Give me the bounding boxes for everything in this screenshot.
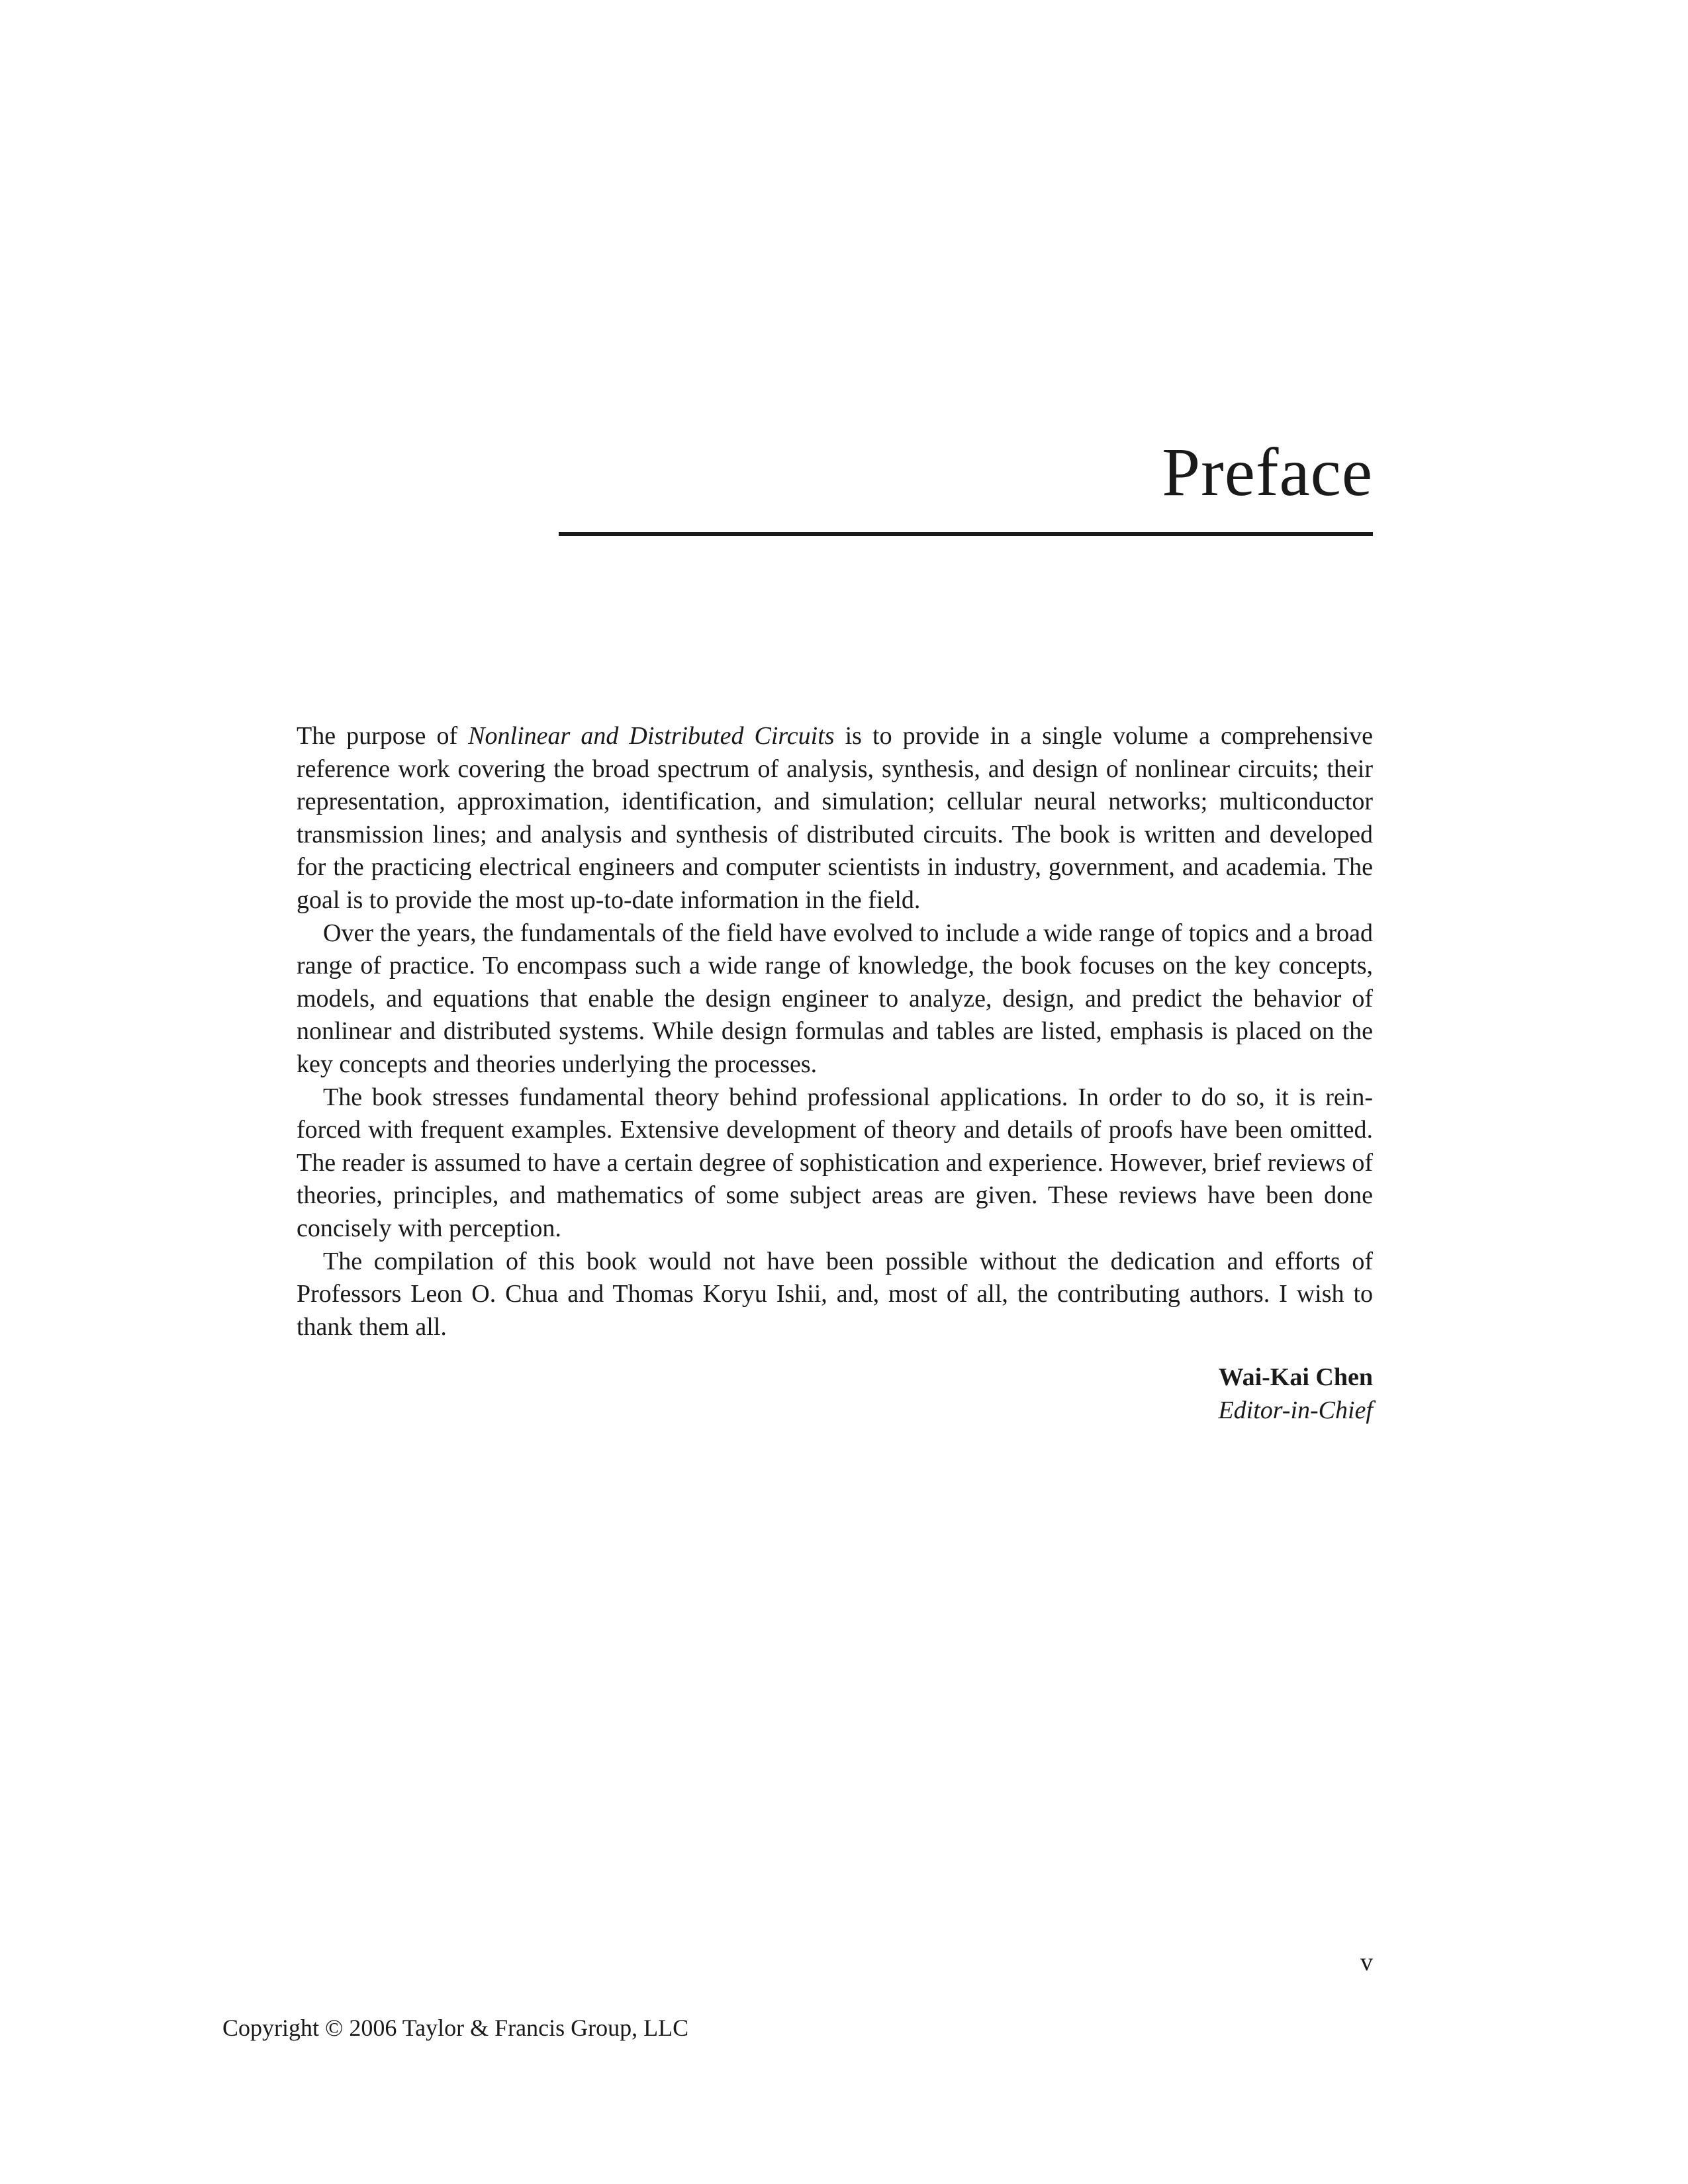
author-role: Editor-in-Chief [1218,1396,1373,1424]
paragraph-2: Over the years, the fundamentals of the field have evolved to include a wide range of topics and a broad range of practice. To encompass such a wide range of knowledge, the book focuses on the key concepts, models, and equations that enable the design engineer to analyze, design, and predict the behavior of nonlinear and distributed systems. While design formulas and tables are listed, emphasis is placed on the key concepts and theories underlying the processes. [297,919,1373,1078]
book-title: Nonlinear and Distributed Circuits [468,722,835,750]
paragraph-3: The book stresses fundamental theory behind professional applications. In order to do so, it is rein-forced with frequent examples. Extensive development of theory and details of proofs have been omitted. The reader is assumed to have a certain degree of sophistication and experience. However, brief reviews of theories, principles, and mathematics of some subject areas are given. These reviews have been done concisely with perception. [297,1083,1373,1242]
author-name: Wai-Kai Chen [1218,1363,1373,1391]
paragraph-4: The compilation of this book would not have been possible without the dedication and efforts of Professors Leon O. Chua and Thomas Koryu Ishii, and, most of all, the contributing authors. I wish to thank them all. [297,1247,1373,1341]
paragraph-1 [297,720,1373,917]
paragraph-1-rest: is to provide in a single volume a comprehensive reference work covering the broad spectrum of analysis, synthesis, and design of nonlinear circuits; their representation, approximation, identification, and simulation; cellular neural networks; multiconductor transmission lines; and analysis and synthesis of distributed circuits. The book is written and developed for the practicing electrical engineers and computer scientists in industry, government, and academia. The goal is to provide the most up-to-date information in the field. [297,722,1373,914]
page-number: v [1360,1948,1373,1976]
title-underline [559,532,1373,536]
signature-block [1218,1361,1373,1427]
preface-body [297,720,1373,1343]
paragraph-1-lead: The purpose of [297,722,469,750]
copyright-notice: Copyright © 2006 Taylor & Francis Group, LLC [222,2015,689,2041]
page-title: Preface [1162,434,1373,510]
